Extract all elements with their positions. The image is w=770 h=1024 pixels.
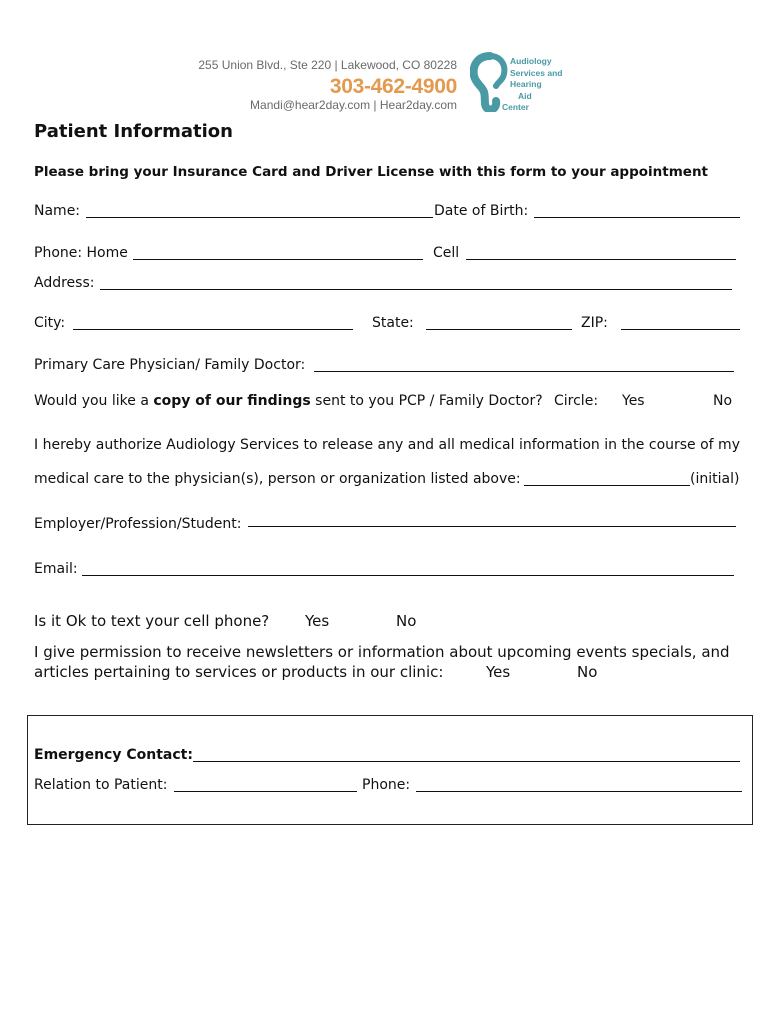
initial-label: (initial) <box>690 471 740 487</box>
copy-q-pre: Would you like a <box>34 393 154 409</box>
logo-line: Aid <box>518 90 532 101</box>
relation-label: Relation to Patient: <box>34 777 168 793</box>
dob-field[interactable] <box>534 217 740 218</box>
email-label: Email: <box>34 561 78 577</box>
clinic-address: 255 Union Blvd., Ste 220 | Lakewood, CO 80228 <box>198 58 457 72</box>
address-label: Address: <box>34 275 95 291</box>
copy-yes-option[interactable]: Yes <box>622 393 645 409</box>
pcp-label: Primary Care Physician/ Family Doctor: <box>34 357 306 373</box>
instruction-text: Please bring your Insurance Card and Driver License with this form to your appointment <box>34 164 709 180</box>
copy-no-option[interactable]: No <box>713 393 733 409</box>
logo-line: Services and <box>510 67 563 78</box>
email-field[interactable] <box>82 575 734 576</box>
address-field[interactable] <box>100 289 732 290</box>
employer-field[interactable] <box>248 526 736 527</box>
text-no-option[interactable]: No <box>396 612 417 630</box>
initial-field[interactable] <box>524 485 690 486</box>
page-title: Patient Information <box>34 121 233 142</box>
emergency-contact-box <box>27 715 753 825</box>
state-field[interactable] <box>426 329 572 330</box>
text-question: Is it Ok to text your cell phone? <box>34 612 270 630</box>
cell-field[interactable] <box>466 259 736 260</box>
ec-phone-label: Phone: <box>362 777 411 793</box>
clinic-phone: 303-462-4900 <box>329 75 457 98</box>
city-field[interactable] <box>73 329 353 330</box>
pcp-field[interactable] <box>314 371 734 372</box>
zip-field[interactable] <box>621 329 740 330</box>
copy-findings-question <box>34 393 543 409</box>
ec-phone-field[interactable] <box>416 791 742 792</box>
phone-home-field[interactable] <box>133 259 423 260</box>
logo-line: Hearing <box>510 79 542 89</box>
newsletter-yes-option[interactable]: Yes <box>486 663 511 681</box>
cell-label: Cell <box>433 245 460 261</box>
dob-label: Date of Birth: <box>434 203 529 219</box>
authorize-text-line1: I hereby authorize Audiology Services to release any and all medical information in the course of my <box>34 437 740 453</box>
name-field[interactable] <box>86 217 433 218</box>
clinic-email-web: Mandi@hear2day.com | Hear2day.com <box>250 98 457 112</box>
relation-field[interactable] <box>174 791 357 792</box>
newsletter-text-line2: articles pertaining to services or products in our clinic: <box>34 663 444 681</box>
authorize-text-line2: medical care to the physician(s), person or organization listed above: <box>34 471 521 487</box>
zip-label: ZIP: <box>581 315 608 331</box>
copy-q-post: sent to you PCP / Family Doctor? <box>310 393 543 409</box>
newsletter-no-option[interactable]: No <box>577 663 598 681</box>
phone-home-label: Phone: Home <box>34 245 128 261</box>
logo-line: Center <box>502 102 529 112</box>
logo-text <box>502 56 563 114</box>
emergency-contact-field[interactable] <box>193 761 740 762</box>
newsletter-text-line1: I give permission to receive newsletters or information about upcoming events specials, and <box>34 643 730 661</box>
name-label: Name: <box>34 203 81 219</box>
state-label: State: <box>372 315 414 331</box>
text-yes-option[interactable]: Yes <box>305 612 330 630</box>
copy-q-bold: copy of our findings <box>153 393 311 409</box>
employer-label: Employer/Profession/Student: <box>34 516 242 532</box>
emergency-contact-label: Emergency Contact: <box>34 747 193 763</box>
city-label: City: <box>34 315 66 331</box>
circle-label: Circle: <box>554 393 599 409</box>
logo-line: Audiology <box>510 56 552 66</box>
